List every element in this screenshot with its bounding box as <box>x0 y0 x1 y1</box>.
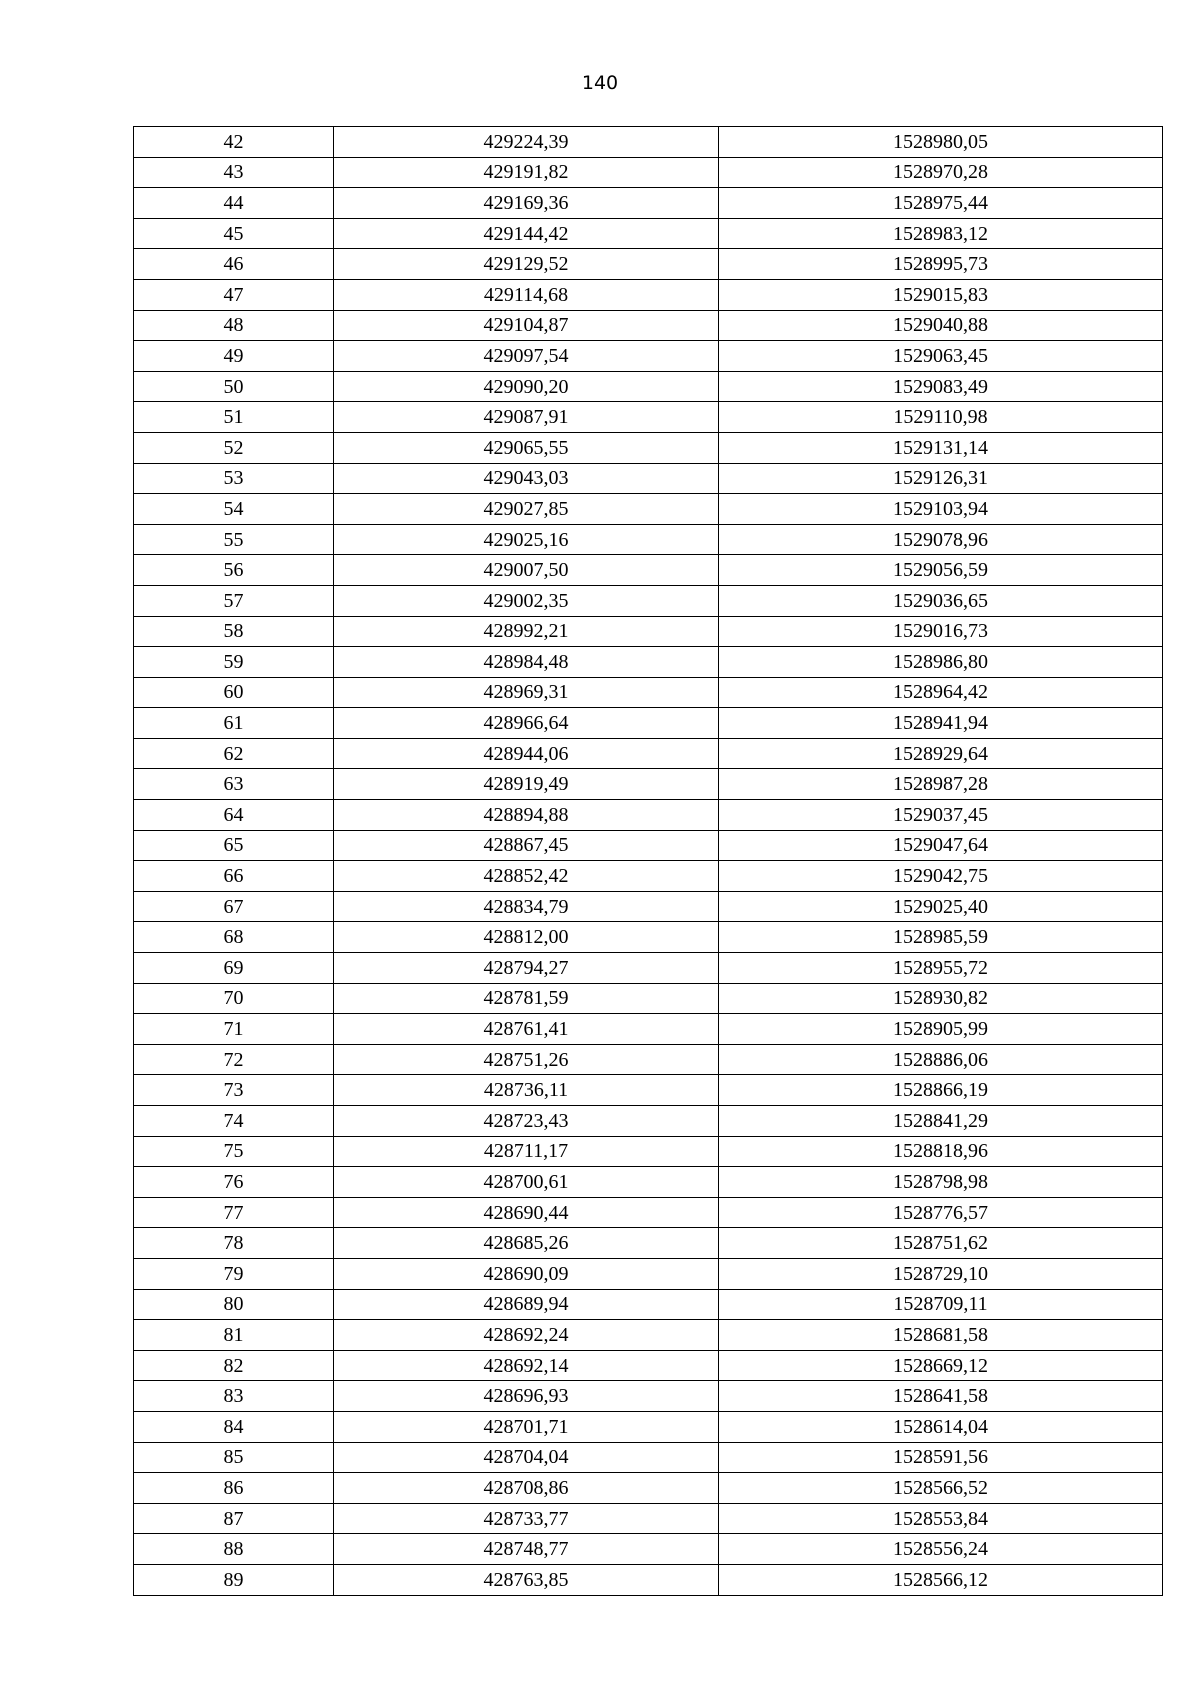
x-coordinate-cell: 428751,26 <box>334 1044 719 1075</box>
x-coordinate-cell: 428748,77 <box>334 1534 719 1565</box>
point-number-cell: 67 <box>134 891 334 922</box>
point-number-cell: 87 <box>134 1503 334 1534</box>
table-row <box>134 677 1163 708</box>
y-coordinate-cell: 1529036,65 <box>719 585 1163 616</box>
y-coordinate-cell: 1528983,12 <box>719 218 1163 249</box>
point-number-cell: 57 <box>134 585 334 616</box>
table-row <box>134 616 1163 647</box>
point-number-cell: 78 <box>134 1228 334 1259</box>
x-coordinate-cell: 428692,14 <box>334 1350 719 1381</box>
x-coordinate-cell: 428690,44 <box>334 1197 719 1228</box>
x-coordinate-cell: 428690,09 <box>334 1258 719 1289</box>
table-row <box>134 953 1163 984</box>
x-coordinate-cell: 428736,11 <box>334 1075 719 1106</box>
y-coordinate-cell: 1528553,84 <box>719 1503 1163 1534</box>
x-coordinate-cell: 429043,03 <box>334 463 719 494</box>
table-row <box>134 769 1163 800</box>
point-number-cell: 88 <box>134 1534 334 1565</box>
x-coordinate-cell: 429090,20 <box>334 371 719 402</box>
x-coordinate-cell: 428867,45 <box>334 830 719 861</box>
x-coordinate-cell: 428966,64 <box>334 708 719 739</box>
x-coordinate-cell: 428701,71 <box>334 1411 719 1442</box>
table-row <box>134 983 1163 1014</box>
table-row <box>134 1320 1163 1351</box>
x-coordinate-cell: 429224,39 <box>334 127 719 158</box>
table-row <box>134 1442 1163 1473</box>
x-coordinate-cell: 428704,04 <box>334 1442 719 1473</box>
x-coordinate-cell: 428944,06 <box>334 738 719 769</box>
x-coordinate-cell: 429087,91 <box>334 402 719 433</box>
point-number-cell: 52 <box>134 432 334 463</box>
table-row <box>134 1289 1163 1320</box>
x-coordinate-cell: 429129,52 <box>334 249 719 280</box>
point-number-cell: 51 <box>134 402 334 433</box>
table-row <box>134 1106 1163 1137</box>
coordinates-table <box>133 126 1163 1596</box>
y-coordinate-cell: 1528776,57 <box>719 1197 1163 1228</box>
table-row <box>134 157 1163 188</box>
x-coordinate-cell: 428685,26 <box>334 1228 719 1259</box>
y-coordinate-cell: 1528566,12 <box>719 1564 1163 1595</box>
table-row <box>134 1075 1163 1106</box>
point-number-cell: 68 <box>134 922 334 953</box>
table-row <box>134 127 1163 158</box>
y-coordinate-cell: 1529016,73 <box>719 616 1163 647</box>
x-coordinate-cell: 428852,42 <box>334 861 719 892</box>
point-number-cell: 42 <box>134 127 334 158</box>
table-row <box>134 1136 1163 1167</box>
x-coordinate-cell: 428919,49 <box>334 769 719 800</box>
point-number-cell: 80 <box>134 1289 334 1320</box>
y-coordinate-cell: 1528970,28 <box>719 157 1163 188</box>
x-coordinate-cell: 429002,35 <box>334 585 719 616</box>
point-number-cell: 58 <box>134 616 334 647</box>
point-number-cell: 63 <box>134 769 334 800</box>
y-coordinate-cell: 1529083,49 <box>719 371 1163 402</box>
y-coordinate-cell: 1529025,40 <box>719 891 1163 922</box>
y-coordinate-cell: 1528591,56 <box>719 1442 1163 1473</box>
y-coordinate-cell: 1528995,73 <box>719 249 1163 280</box>
table-row <box>134 1197 1163 1228</box>
y-coordinate-cell: 1528709,11 <box>719 1289 1163 1320</box>
point-number-cell: 59 <box>134 647 334 678</box>
table-row <box>134 1564 1163 1595</box>
x-coordinate-cell: 429007,50 <box>334 555 719 586</box>
point-number-cell: 76 <box>134 1167 334 1198</box>
point-number-cell: 85 <box>134 1442 334 1473</box>
table-row <box>134 891 1163 922</box>
x-coordinate-cell: 428692,24 <box>334 1320 719 1351</box>
table-row <box>134 1411 1163 1442</box>
point-number-cell: 74 <box>134 1106 334 1137</box>
point-number-cell: 83 <box>134 1381 334 1412</box>
y-coordinate-cell: 1528985,59 <box>719 922 1163 953</box>
x-coordinate-cell: 429025,16 <box>334 524 719 555</box>
y-coordinate-cell: 1528941,94 <box>719 708 1163 739</box>
point-number-cell: 48 <box>134 310 334 341</box>
point-number-cell: 53 <box>134 463 334 494</box>
x-coordinate-cell: 429191,82 <box>334 157 719 188</box>
point-number-cell: 60 <box>134 677 334 708</box>
point-number-cell: 72 <box>134 1044 334 1075</box>
table-row <box>134 1534 1163 1565</box>
x-coordinate-cell: 428733,77 <box>334 1503 719 1534</box>
y-coordinate-cell: 1528986,80 <box>719 647 1163 678</box>
point-number-cell: 82 <box>134 1350 334 1381</box>
x-coordinate-cell: 429169,36 <box>334 188 719 219</box>
y-coordinate-cell: 1529015,83 <box>719 279 1163 310</box>
table-row <box>134 1167 1163 1198</box>
y-coordinate-cell: 1529110,98 <box>719 402 1163 433</box>
x-coordinate-cell: 428689,94 <box>334 1289 719 1320</box>
y-coordinate-cell: 1528798,98 <box>719 1167 1163 1198</box>
table-row <box>134 1044 1163 1075</box>
y-coordinate-cell: 1528886,06 <box>719 1044 1163 1075</box>
table-row <box>134 249 1163 280</box>
point-number-cell: 61 <box>134 708 334 739</box>
y-coordinate-cell: 1529047,64 <box>719 830 1163 861</box>
y-coordinate-cell: 1528751,62 <box>719 1228 1163 1259</box>
y-coordinate-cell: 1528566,52 <box>719 1473 1163 1504</box>
table-row <box>134 310 1163 341</box>
point-number-cell: 56 <box>134 555 334 586</box>
table-row <box>134 341 1163 372</box>
x-coordinate-cell: 428761,41 <box>334 1014 719 1045</box>
y-coordinate-cell: 1528641,58 <box>719 1381 1163 1412</box>
point-number-cell: 73 <box>134 1075 334 1106</box>
x-coordinate-cell: 428812,00 <box>334 922 719 953</box>
y-coordinate-cell: 1528975,44 <box>719 188 1163 219</box>
y-coordinate-cell: 1529131,14 <box>719 432 1163 463</box>
y-coordinate-cell: 1528955,72 <box>719 953 1163 984</box>
point-number-cell: 66 <box>134 861 334 892</box>
table-row <box>134 1503 1163 1534</box>
table-row <box>134 371 1163 402</box>
y-coordinate-cell: 1528556,24 <box>719 1534 1163 1565</box>
table-row <box>134 524 1163 555</box>
x-coordinate-cell: 428708,86 <box>334 1473 719 1504</box>
point-number-cell: 71 <box>134 1014 334 1045</box>
y-coordinate-cell: 1529126,31 <box>719 463 1163 494</box>
point-number-cell: 49 <box>134 341 334 372</box>
y-coordinate-cell: 1528866,19 <box>719 1075 1163 1106</box>
table-row <box>134 647 1163 678</box>
point-number-cell: 47 <box>134 279 334 310</box>
x-coordinate-cell: 428700,61 <box>334 1167 719 1198</box>
y-coordinate-cell: 1528964,42 <box>719 677 1163 708</box>
x-coordinate-cell: 429104,87 <box>334 310 719 341</box>
table-row <box>134 555 1163 586</box>
x-coordinate-cell: 429065,55 <box>334 432 719 463</box>
table-row <box>134 1473 1163 1504</box>
x-coordinate-cell: 429144,42 <box>334 218 719 249</box>
table-row <box>134 494 1163 525</box>
table-row <box>134 738 1163 769</box>
x-coordinate-cell: 428723,43 <box>334 1106 719 1137</box>
x-coordinate-cell: 428794,27 <box>334 953 719 984</box>
y-coordinate-cell: 1529056,59 <box>719 555 1163 586</box>
y-coordinate-cell: 1529103,94 <box>719 494 1163 525</box>
table-row <box>134 830 1163 861</box>
y-coordinate-cell: 1528930,82 <box>719 983 1163 1014</box>
point-number-cell: 55 <box>134 524 334 555</box>
table-row <box>134 402 1163 433</box>
point-number-cell: 65 <box>134 830 334 861</box>
y-coordinate-cell: 1528987,28 <box>719 769 1163 800</box>
x-coordinate-cell: 428969,31 <box>334 677 719 708</box>
point-number-cell: 75 <box>134 1136 334 1167</box>
table-row <box>134 1350 1163 1381</box>
point-number-cell: 64 <box>134 800 334 831</box>
y-coordinate-cell: 1529040,88 <box>719 310 1163 341</box>
table-row <box>134 1258 1163 1289</box>
y-coordinate-cell: 1528818,96 <box>719 1136 1163 1167</box>
point-number-cell: 45 <box>134 218 334 249</box>
y-coordinate-cell: 1529042,75 <box>719 861 1163 892</box>
x-coordinate-cell: 428696,93 <box>334 1381 719 1412</box>
point-number-cell: 84 <box>134 1411 334 1442</box>
x-coordinate-cell: 428711,17 <box>334 1136 719 1167</box>
point-number-cell: 89 <box>134 1564 334 1595</box>
table-row <box>134 279 1163 310</box>
x-coordinate-cell: 428894,88 <box>334 800 719 831</box>
page-number: 140 <box>581 72 619 94</box>
y-coordinate-cell: 1529078,96 <box>719 524 1163 555</box>
point-number-cell: 50 <box>134 371 334 402</box>
y-coordinate-cell: 1529063,45 <box>719 341 1163 372</box>
table-row <box>134 1381 1163 1412</box>
x-coordinate-cell: 428763,85 <box>334 1564 719 1595</box>
point-number-cell: 79 <box>134 1258 334 1289</box>
table-row <box>134 432 1163 463</box>
point-number-cell: 46 <box>134 249 334 280</box>
table-row <box>134 188 1163 219</box>
point-number-cell: 86 <box>134 1473 334 1504</box>
table-row <box>134 708 1163 739</box>
y-coordinate-cell: 1528905,99 <box>719 1014 1163 1045</box>
y-coordinate-cell: 1528929,64 <box>719 738 1163 769</box>
x-coordinate-cell: 428992,21 <box>334 616 719 647</box>
coordinates-table-body <box>134 127 1163 1596</box>
x-coordinate-cell: 428834,79 <box>334 891 719 922</box>
y-coordinate-cell: 1528614,04 <box>719 1411 1163 1442</box>
x-coordinate-cell: 429027,85 <box>334 494 719 525</box>
y-coordinate-cell: 1529037,45 <box>719 800 1163 831</box>
table-row <box>134 1228 1163 1259</box>
x-coordinate-cell: 428984,48 <box>334 647 719 678</box>
point-number-cell: 62 <box>134 738 334 769</box>
y-coordinate-cell: 1528681,58 <box>719 1320 1163 1351</box>
point-number-cell: 70 <box>134 983 334 1014</box>
table-row <box>134 922 1163 953</box>
point-number-cell: 54 <box>134 494 334 525</box>
x-coordinate-cell: 429097,54 <box>334 341 719 372</box>
x-coordinate-cell: 429114,68 <box>334 279 719 310</box>
point-number-cell: 69 <box>134 953 334 984</box>
point-number-cell: 77 <box>134 1197 334 1228</box>
x-coordinate-cell: 428781,59 <box>334 983 719 1014</box>
table-row <box>134 800 1163 831</box>
table-row <box>134 463 1163 494</box>
y-coordinate-cell: 1528841,29 <box>719 1106 1163 1137</box>
table-row <box>134 585 1163 616</box>
y-coordinate-cell: 1528980,05 <box>719 127 1163 158</box>
table-row <box>134 218 1163 249</box>
point-number-cell: 81 <box>134 1320 334 1351</box>
table-row <box>134 1014 1163 1045</box>
table-row <box>134 861 1163 892</box>
y-coordinate-cell: 1528669,12 <box>719 1350 1163 1381</box>
point-number-cell: 44 <box>134 188 334 219</box>
y-coordinate-cell: 1528729,10 <box>719 1258 1163 1289</box>
point-number-cell: 43 <box>134 157 334 188</box>
